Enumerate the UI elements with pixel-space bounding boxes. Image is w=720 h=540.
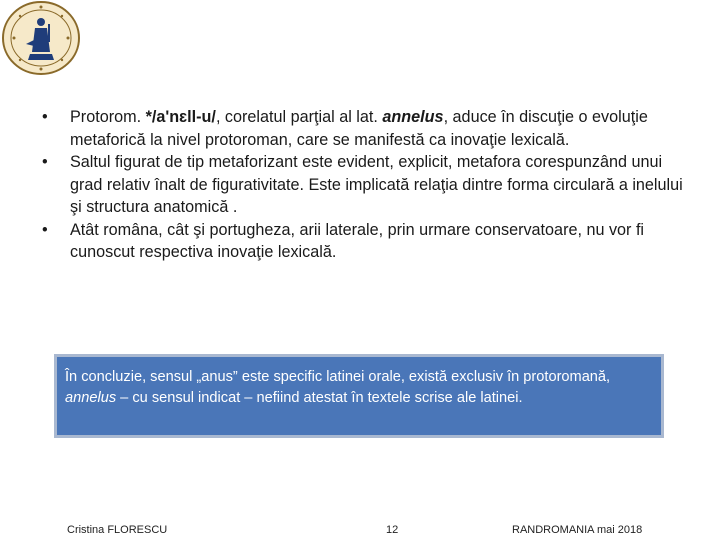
bullet-text: Protorom. bbox=[70, 108, 146, 126]
latin-term: annelus bbox=[382, 108, 444, 126]
conclusion-text: – cu sensul indicat – nefiind atestat în textele scrise ale latinei. bbox=[116, 389, 523, 406]
bullet-list bbox=[42, 106, 692, 264]
university-seal-logo bbox=[0, 0, 82, 76]
bullet-item bbox=[42, 151, 692, 219]
latin-term: annelus bbox=[65, 389, 117, 406]
conclusion-box bbox=[54, 354, 664, 438]
protoroman-term: */a'nɛll-u/ bbox=[145, 108, 216, 126]
conclusion-text: În concluzie, sensul „anus” este specific latinei orale, există exclusiv în protoromană, bbox=[65, 369, 611, 385]
bullet-text: Saltul figurat de tip metaforizant este evident, explicit, metafora corespunzând unui grad relativ înalt de figurativitate. Este implicată relaţia dintre forma circulară a inelului şi structura anatomică . bbox=[70, 153, 683, 216]
bullet-text: , aduce în discuţie o evoluţie metaforică la nivel protoroman, care se manifestă ca inovaţie lexicală. bbox=[70, 108, 648, 149]
bullet-item bbox=[42, 219, 692, 264]
footer-author: Cristina FLORESCU bbox=[67, 524, 168, 536]
bullet-dot: • bbox=[42, 153, 48, 171]
bullet-dot: • bbox=[42, 220, 48, 239]
bullet-text: Atât româna, cât şi portugheza, arii laterale, prin urmare conservatoare, nu vor fi cunoscut respectiva inovaţie lexicală. bbox=[70, 220, 645, 261]
footer-event: RANDROMANIA mai 2018 bbox=[512, 524, 643, 536]
bullet-dot: • bbox=[42, 108, 48, 126]
bullet-text: , corelatul parţial al lat. bbox=[215, 108, 383, 126]
bullet-item bbox=[42, 106, 692, 151]
footer-page-number: 12 bbox=[386, 524, 399, 536]
